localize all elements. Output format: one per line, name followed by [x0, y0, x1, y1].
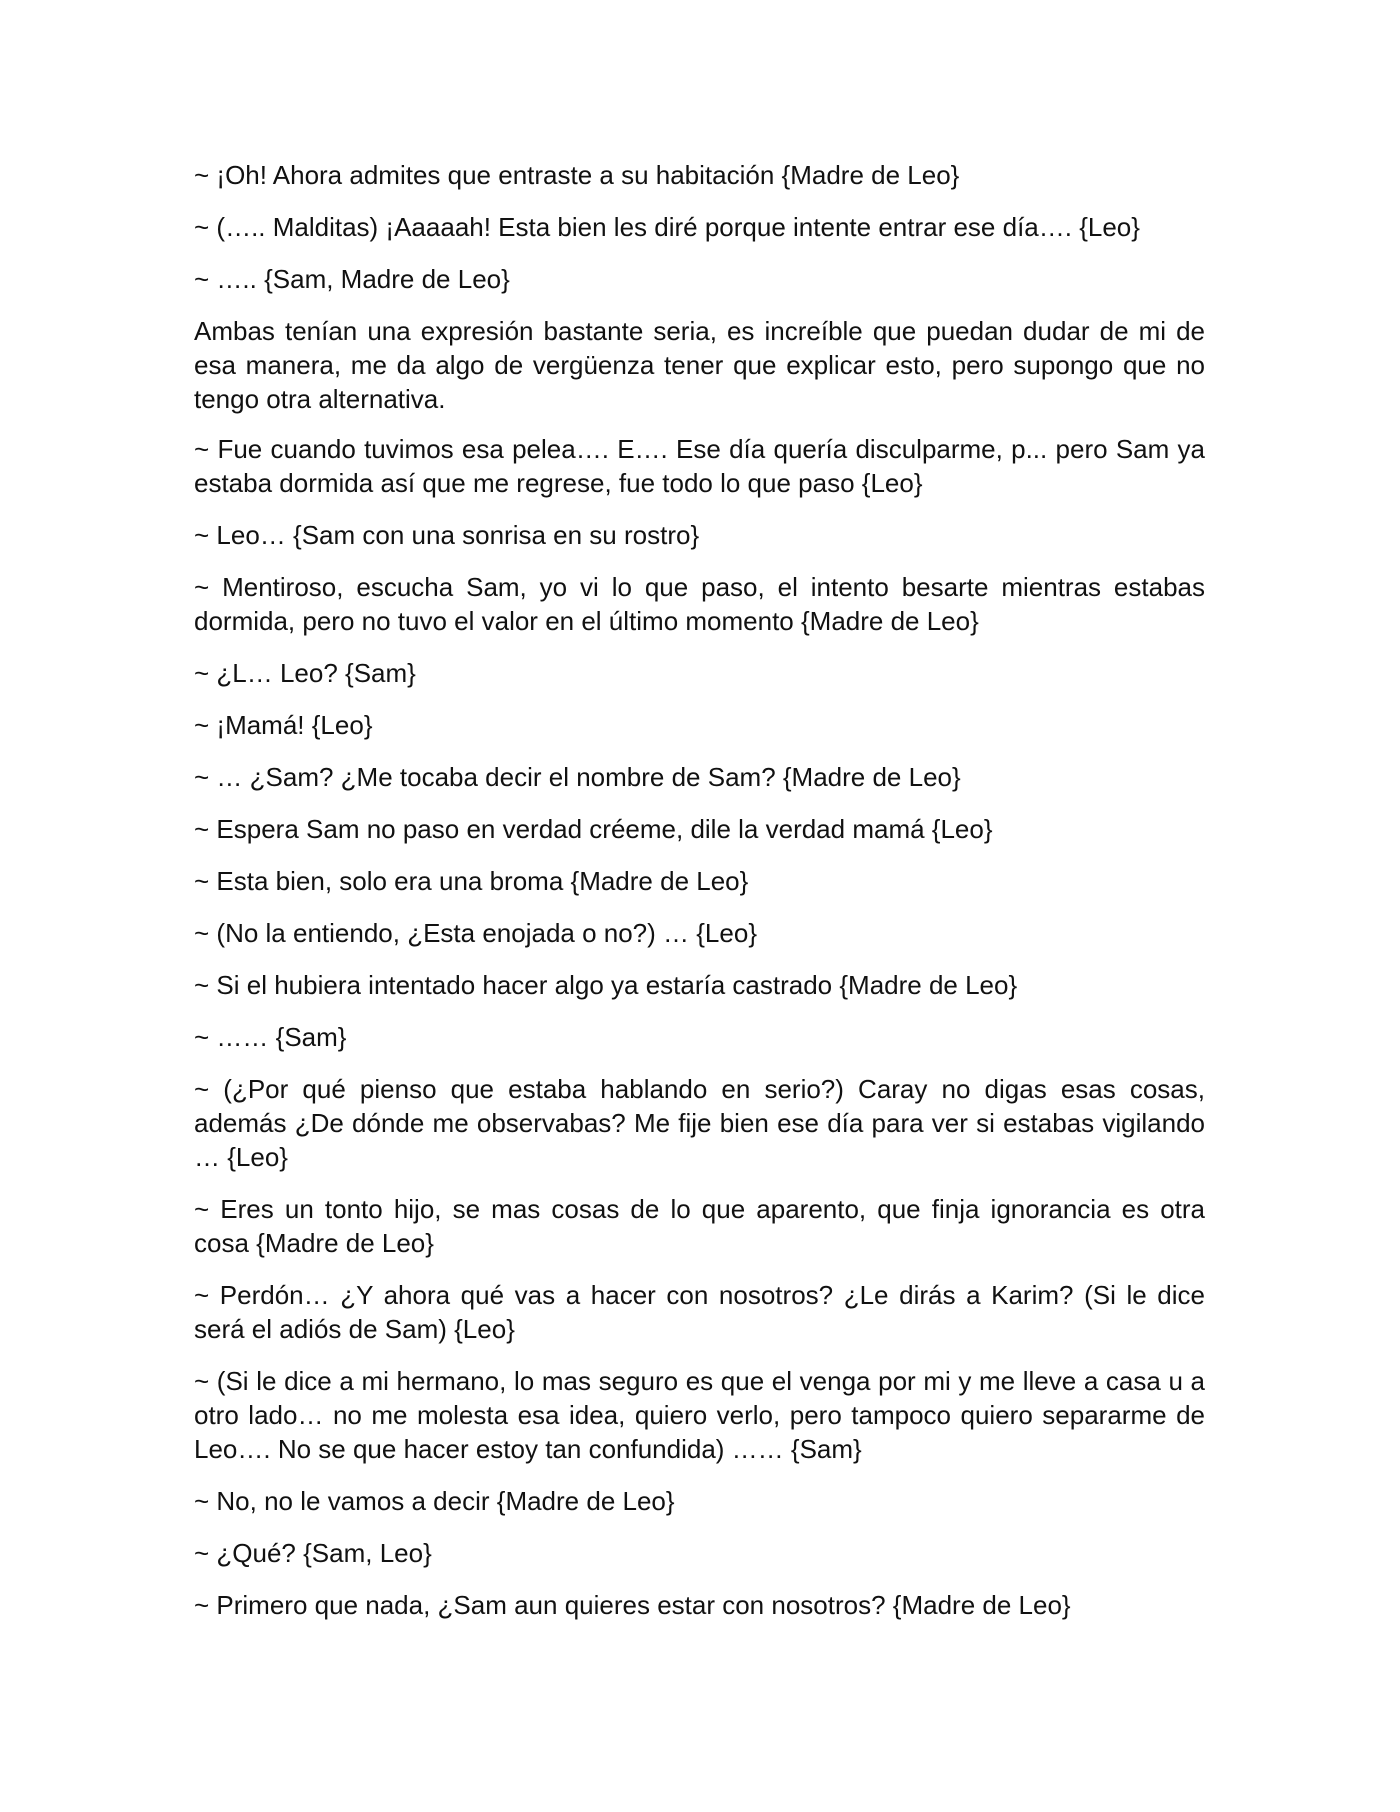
dialogue-line: ~ Primero que nada, ¿Sam aun quieres estar con nosotros? {Madre de Leo} — [194, 1590, 1071, 1620]
dialogue-line: ~ Si el hubiera intentado hacer algo ya estaría castrado {Madre de Leo} — [194, 970, 1018, 1000]
dialogue-line: ~ (¿Por qué pienso que estaba hablando en serio?) Caray no digas esas cosas, además ¿De dónde me observabas? Me fije bien ese día para ver si estabas vigilando … {Leo} — [194, 1074, 1205, 1172]
dialogue-line: ~ (….. Malditas) ¡Aaaaah! Esta bien les diré porque intente entrar ese día…. {Leo} — [194, 212, 1140, 242]
dialogue-line: ~ ¡Mamá! {Leo} — [194, 710, 373, 740]
dialogue-line: ~ Leo… {Sam con una sonrisa en su rostro} — [194, 520, 700, 550]
dialogue-line: ~ Espera Sam no paso en verdad créeme, dile la verdad mamá {Leo} — [194, 814, 993, 844]
dialogue-line: ~ Mentiroso, escucha Sam, yo vi lo que paso, el intento besarte mientras estabas dormida, pero no tuvo el valor en el último momento {Madre de Leo} — [194, 572, 1205, 636]
dialogue-line: ~ … ¿Sam? ¿Me tocaba decir el nombre de Sam? {Madre de Leo} — [194, 762, 961, 792]
dialogue-line: ~ Esta bien, solo era una broma {Madre de Leo} — [194, 866, 749, 896]
dialogue-line: ~ Fue cuando tuvimos esa pelea…. E…. Ese día quería disculparme, p... pero Sam ya estaba dormida así que me regrese, fue todo lo que paso {Leo} — [194, 434, 1205, 498]
dialogue-line: ~ (No la entiendo, ¿Esta enojada o no?) … {Leo} — [194, 918, 757, 948]
dialogue-line: ~ ¡Oh! Ahora admites que entraste a su habitación {Madre de Leo} — [194, 160, 960, 190]
dialogue-line: ~ Perdón… ¿Y ahora qué vas a hacer con nosotros? ¿Le dirás a Karim? (Si le dice será el adiós de Sam) {Leo} — [194, 1280, 1205, 1344]
narration-paragraph: Ambas tenían una expresión bastante seria, es increíble que puedan dudar de mi de esa manera, me da algo de vergüenza tener que explicar esto, pero supongo que no tengo otra alternativa. — [194, 316, 1205, 414]
dialogue-line: ~ …… {Sam} — [194, 1022, 347, 1052]
dialogue-line: ~ (Si le dice a mi hermano, lo mas seguro es que el venga por mi y me lleve a casa u a otro lado… no me molesta esa idea, quiero verlo, pero tampoco quiero separarme de Leo…. No se que hacer estoy tan confundida) …… {Sam} — [194, 1366, 1205, 1464]
dialogue-line: ~ No, no le vamos a decir {Madre de Leo} — [194, 1486, 675, 1516]
dialogue-line: ~ ….. {Sam, Madre de Leo} — [194, 264, 510, 294]
dialogue-line: ~ ¿L… Leo? {Sam} — [194, 658, 416, 688]
document-body — [194, 158, 1205, 1640]
dialogue-line: ~ ¿Qué? {Sam, Leo} — [194, 1538, 432, 1568]
dialogue-line: ~ Eres un tonto hijo, se mas cosas de lo que aparento, que finja ignorancia es otra cosa {Madre de Leo} — [194, 1194, 1205, 1258]
